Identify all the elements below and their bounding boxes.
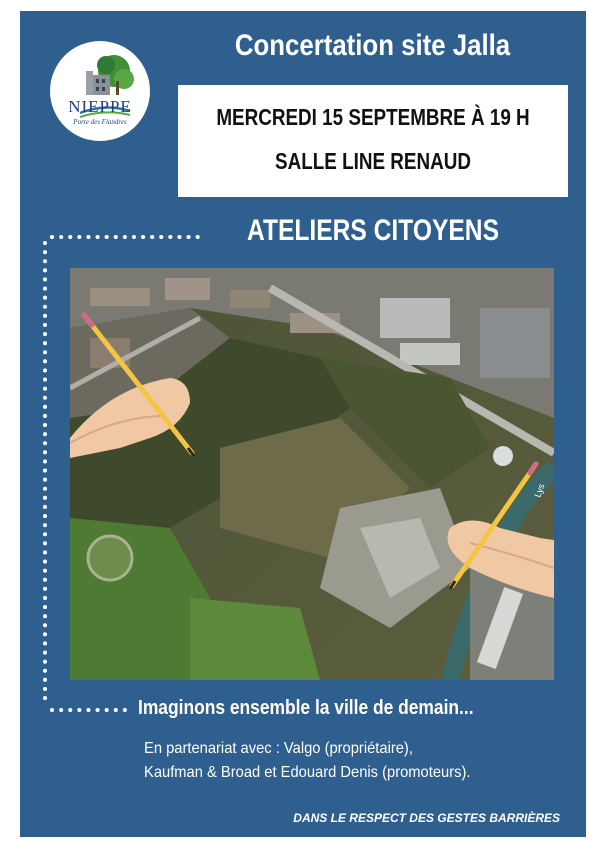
logo-name: NIEPPE xyxy=(68,97,132,116)
event-venue: SALLE LINE RENAUD xyxy=(275,148,471,174)
partners-line-1: En partenariat avec : Valgo (propriétaire), xyxy=(144,740,413,757)
footer-note: DANS LE RESPECT DES GESTES BARRIÈRES xyxy=(293,811,560,825)
page-title: Concertation site Jalla xyxy=(234,29,511,62)
map-label-lys: Lys xyxy=(532,482,547,499)
partners-line-2: Kaufman & Broad et Edouard Denis (promoteurs). xyxy=(144,764,471,781)
partners-text xyxy=(144,737,540,785)
logo-tagline: Porte des Flandres xyxy=(73,118,127,126)
section-title: ATELIERS CITOYENS xyxy=(247,214,499,247)
event-date-time: MERCREDI 15 SEPTEMBRE À 19 H xyxy=(216,104,530,130)
aerial-photo xyxy=(70,268,554,680)
tagline: Imaginons ensemble la ville de demain... xyxy=(138,697,474,719)
poster xyxy=(20,11,586,837)
